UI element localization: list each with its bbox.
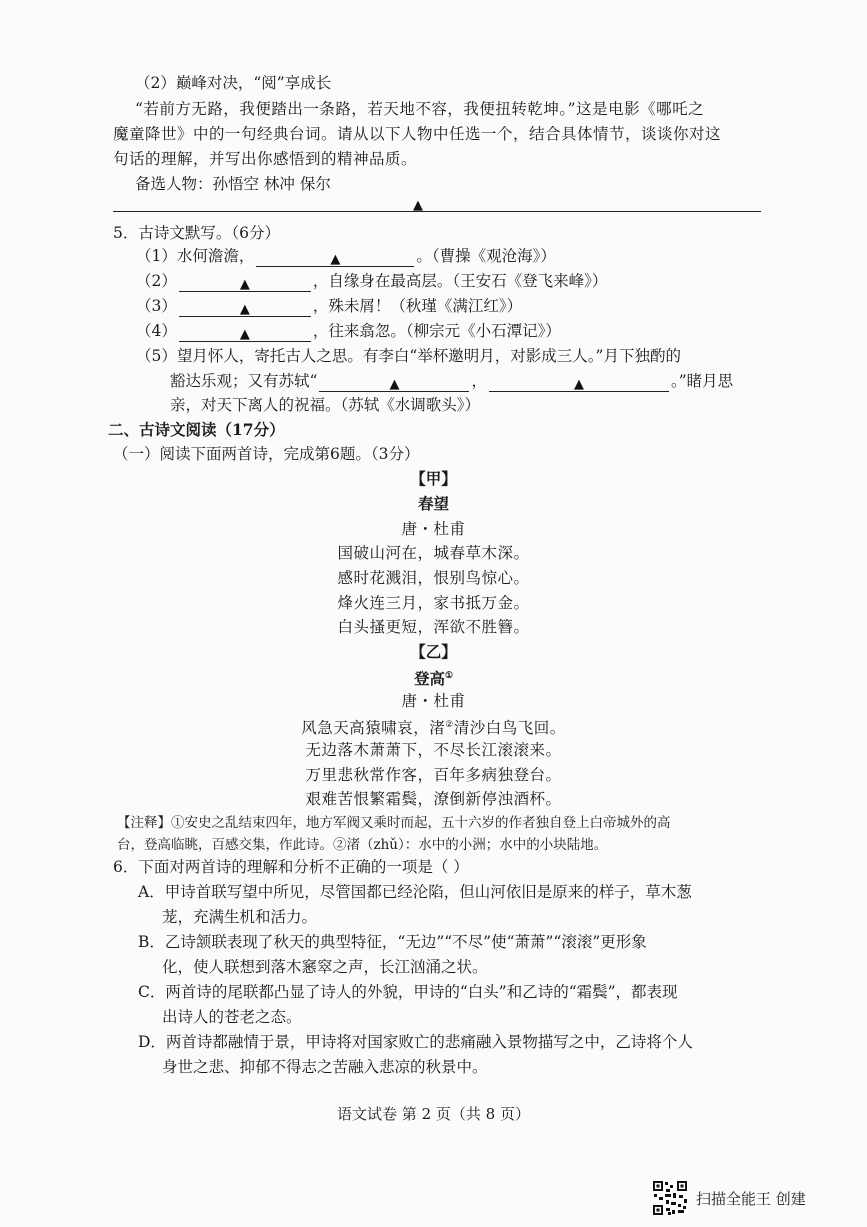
q5-item-5-line-2: 豁达乐观；又有苏轼“ ▲ ， ▲ 。”睹月思 [170,372,734,392]
poem-b-title: 登高① [413,669,454,689]
answer-mark: ▲ [413,198,423,213]
answer-blank[interactable]: ▲ [256,248,414,267]
q5-item-5-line-3: 亲，对天下离人的祝福。（苏轼《水调歌头》） [170,396,481,414]
answer-blank[interactable]: ▲ [489,373,669,392]
poem-a-line: 感时花溅泪，恨别鸟惊心。 [337,569,530,587]
poem-b-tag: 【乙】 [410,642,457,661]
q6-option-a-cont: 茏，充满生机和活力。 [162,908,318,926]
q6-option-a[interactable]: A．甲诗首联写望中所见，尽管国都已经沦陷，但山河依旧是原来的样子，草木葱 [138,883,692,901]
poem-a-line: 白头搔更短，浑欲不胜簪。 [337,618,530,636]
q6-option-d-cont: 身世之悲、抑郁不得志之苦融入悲凉的秋景中。 [162,1058,488,1076]
answer-line [113,211,761,212]
qr-code-icon [652,1180,688,1216]
poem-b-line: 万里悲秋常作客，百年多病独登台。 [305,766,562,784]
q4-2-title: （2）巅峰对决，“阅”享成长 [135,74,332,92]
subsection-heading: （一）阅读下面两首诗，完成第6题。（3分） [113,445,420,463]
q5-item-2: （2） ▲ ，自缘身在最高层。（王安石《登飞来峰》） [136,272,608,292]
page-footer: 语文试卷 第 2 页（共 8 页） [337,1105,530,1123]
annotation-line-2: 台，登高临眺，百感交集，作此诗。②渚（zhǔ）：水中的小洲；水中的小块陆地。 [117,837,608,853]
poem-a-tag: 【甲】 [410,469,457,488]
q5-item-1: （1）水何澹澹， ▲ 。（曹操《观沧海》） [136,247,556,267]
q5-item-4: （4） ▲ ，往来翕忽。（柳宗元《小石潭记》） [136,322,561,342]
answer-blank[interactable]: ▲ [319,373,469,392]
q6-option-b[interactable]: B．乙诗颔联表现了秋天的典型特征，“无边”“不尽”使“萧萧”“滚滚”更形象 [138,933,647,951]
section-heading: 二、古诗文阅读（17分） [108,420,285,439]
annotation-line-1: 【注释】①安史之乱结束四年，地方军阀又乘时而起，五十六岁的作者独自登上白帝城外的高 [117,815,671,831]
answer-blank[interactable]: ▲ [179,298,311,317]
q4-2-para-line-2: 魔童降世》中的一句经典台词。请从以下人物中任选一个，结合具体情节，谈谈你对这 [113,125,722,143]
q6-stem: 6．下面对两首诗的理解和分析不正确的一项是（ ） [113,858,469,876]
q4-2-candidates: 备选人物：孙悟空 林冲 保尔 [135,175,331,193]
watermark-text: 扫描全能王 创建 [696,1190,806,1208]
poem-b-line: 风急天高猿啸哀，渚②清沙白鸟飞回。 [301,719,566,738]
q6-option-b-cont: 化，使人联想到落木窸窣之声，长江汹涌之状。 [162,958,488,976]
q5-item-5-line-1: （5）望月怀人，寄托古人之思。有李白“举杯邀明月，对影成三人。”月下独酌的 [136,347,681,365]
q4-2-para-line-1: “若前方无路，我便踏出一条路，若天地不容，我便扭转乾坤。”这是电影《哪吒之 [135,100,705,118]
q6-option-d[interactable]: D．两首诗都融情于景，甲诗将对国家败亡的悲痛融入景物描写之中，乙诗将个人 [138,1033,693,1051]
q6-option-c-cont: 出诗人的苍老之态。 [162,1008,302,1026]
poem-b-line: 无边落木萧萧下，不尽长江滚滚来。 [305,741,562,759]
scanner-watermark [652,1180,862,1220]
poem-b-author: 唐・杜甫 [401,692,466,710]
q6-option-c[interactable]: C．两首诗的尾联都凸显了诗人的外貌，甲诗的“白头”和乙诗的“霜鬓”，都表现 [138,983,678,1001]
poem-b-line: 艰难苦恨繁霜鬓，潦倒新停浊酒杯。 [305,790,562,808]
poem-a-title: 春望 [417,494,449,513]
poem-a-line: 烽火连三月，家书抵万金。 [337,594,530,612]
poem-a-line: 国破山河在，城春草木深。 [337,544,530,562]
q4-2-para-line-3: 句话的理解，并写出你感悟到的精神品质。 [113,150,418,168]
q5-title: 5．古诗文默写。（6分） [113,224,280,242]
q5-item-3: （3） ▲ ，殊未屑！（秋瑾《满江红》） [136,297,523,317]
poem-a-author: 唐・杜甫 [401,520,466,538]
answer-blank[interactable]: ▲ [179,323,311,342]
answer-blank[interactable]: ▲ [179,273,311,292]
